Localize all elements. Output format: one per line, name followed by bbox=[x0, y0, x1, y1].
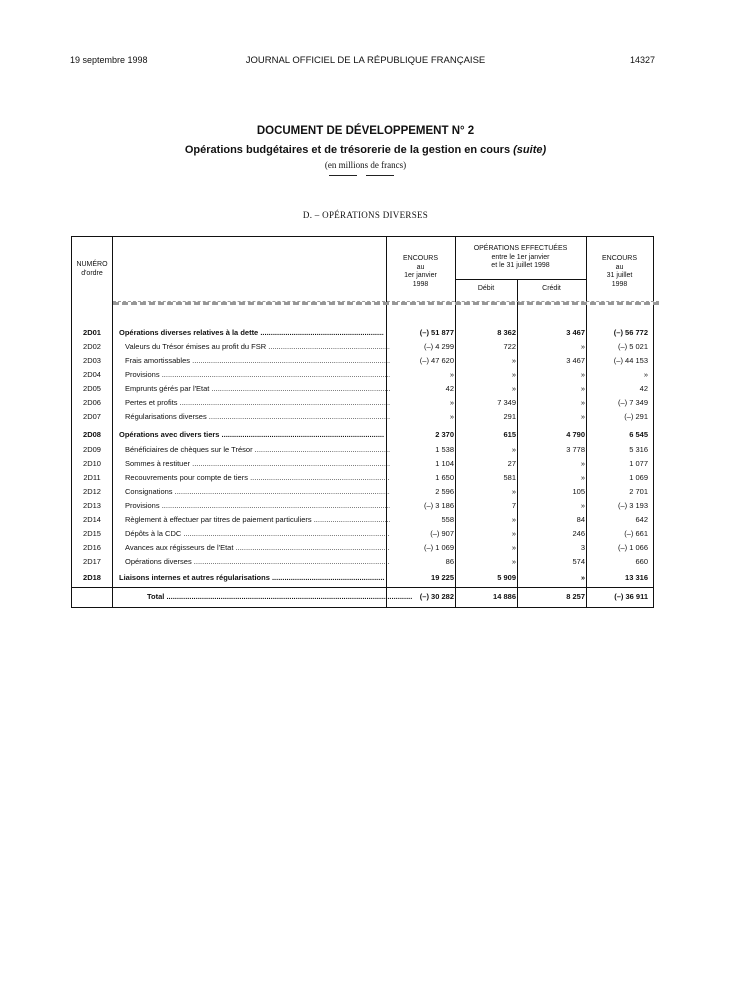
row-number: 2D03 bbox=[83, 356, 101, 365]
row-label: Recouvrements pour compte de tiers ..... bbox=[119, 471, 390, 485]
row-number: 2D04 bbox=[83, 370, 101, 379]
operations-table bbox=[71, 236, 654, 608]
header-encours-start-line1: ENCOURS bbox=[402, 255, 438, 262]
row-credit: 3 467 bbox=[566, 356, 585, 365]
separator-left bbox=[329, 175, 357, 176]
subtitle-main: Opérations budgétaires et de trésorerie de la gestion en cours bbox=[184, 144, 511, 156]
header-numero-line2: d'ordre bbox=[81, 269, 103, 277]
row-encours-end: 13 316 bbox=[625, 573, 648, 582]
section-heading: D. – OPÉRATIONS DIVERSES bbox=[302, 210, 429, 220]
total-row bbox=[72, 590, 653, 604]
total-encours-end: (–) 36 911 bbox=[614, 592, 648, 601]
document-title: DOCUMENT DE DÉVELOPPEMENT N° 2 bbox=[256, 125, 475, 137]
row-number: 2D15 bbox=[83, 529, 101, 538]
header-numero-line1: NUMÉRO bbox=[76, 261, 108, 268]
row-label: Régularisations diverses ..... bbox=[119, 410, 390, 424]
row-credit: 574 bbox=[572, 557, 585, 566]
table-row bbox=[72, 326, 653, 340]
row-credit: 105 bbox=[572, 487, 585, 496]
row-label: Provisions ..... bbox=[119, 368, 390, 382]
row-encours-end: (–) 56 772 bbox=[613, 328, 648, 337]
row-encours-end: 6 545 bbox=[629, 430, 648, 439]
row-number: 2D09 bbox=[83, 445, 101, 454]
row-debit: 291 bbox=[503, 412, 516, 421]
row-number: 2D16 bbox=[83, 543, 101, 552]
row-number: 2D05 bbox=[83, 384, 101, 393]
row-debit: » bbox=[511, 543, 516, 552]
row-encours-start: 86 bbox=[445, 557, 454, 566]
row-number: 2D07 bbox=[83, 412, 101, 421]
row-number: 2D18 bbox=[83, 573, 101, 582]
row-encours-start: 2 370 bbox=[435, 430, 454, 439]
table-row bbox=[72, 340, 653, 354]
row-credit: » bbox=[580, 573, 585, 582]
table-row bbox=[72, 410, 653, 424]
header-encours-end-line2: au bbox=[615, 263, 624, 271]
row-encours-start: (–) 1 069 bbox=[423, 543, 454, 552]
row-encours-end: (–) 7 349 bbox=[617, 398, 648, 407]
header-bottom-rule bbox=[113, 301, 659, 305]
row-label: Frais amortissables ..... bbox=[119, 354, 390, 368]
table-row bbox=[72, 571, 653, 585]
table-row bbox=[72, 499, 653, 513]
row-debit: 8 362 bbox=[497, 328, 516, 337]
row-debit: » bbox=[511, 529, 516, 538]
row-number: 2D08 bbox=[83, 430, 101, 439]
header-debit: Débit bbox=[477, 285, 495, 292]
header-page-number: 14327 bbox=[629, 55, 655, 65]
row-encours-end: (–) 291 bbox=[624, 412, 648, 421]
separator-right bbox=[366, 175, 394, 176]
row-encours-end: (–) 5 021 bbox=[617, 342, 648, 351]
table-row bbox=[72, 541, 653, 555]
row-encours-end: » bbox=[643, 370, 648, 379]
table-row bbox=[72, 396, 653, 410]
row-number: 2D11 bbox=[83, 473, 101, 482]
row-label: Opérations diverses ..... bbox=[119, 555, 390, 569]
row-credit: » bbox=[580, 342, 585, 351]
row-encours-start: (–) 51 877 bbox=[419, 328, 454, 337]
row-credit: » bbox=[580, 473, 585, 482]
row-debit: » bbox=[511, 487, 516, 496]
row-encours-start: 1 104 bbox=[435, 459, 454, 468]
row-credit: 3 bbox=[580, 543, 585, 552]
table-row bbox=[72, 513, 653, 527]
row-encours-end: (–) 44 153 bbox=[613, 356, 648, 365]
row-number: 2D17 bbox=[83, 557, 101, 566]
header-encours-end bbox=[586, 255, 653, 289]
row-credit: » bbox=[580, 370, 585, 379]
row-label: Opérations avec divers tiers ..... bbox=[119, 428, 384, 442]
row-debit: 7 349 bbox=[497, 398, 516, 407]
row-encours-start: 2 596 bbox=[435, 487, 454, 496]
row-encours-end: (–) 1 066 bbox=[617, 543, 648, 552]
total-encours-start: (–) 30 282 bbox=[419, 592, 454, 601]
row-debit: » bbox=[511, 384, 516, 393]
row-encours-end: (–) 3 193 bbox=[617, 501, 648, 510]
row-label: Valeurs du Trésor émises au profit du FSR ..... bbox=[119, 340, 390, 354]
row-encours-end: 2 701 bbox=[629, 487, 648, 496]
row-label: Règlement à effectuer par titres de paiement particuliers ..... bbox=[119, 513, 390, 527]
table-row bbox=[72, 485, 653, 499]
table-row bbox=[72, 555, 653, 569]
row-credit: 3 467 bbox=[566, 328, 585, 337]
row-encours-end: 642 bbox=[635, 515, 648, 524]
row-label: Provisions ..... bbox=[119, 499, 390, 513]
row-label: Sommes à restituer ..... bbox=[119, 457, 390, 471]
table-row bbox=[72, 443, 653, 457]
row-credit: » bbox=[580, 398, 585, 407]
row-credit: 4 790 bbox=[566, 430, 585, 439]
header-encours-end-line3: 31 juillet bbox=[606, 272, 633, 279]
row-encours-start: 1 650 bbox=[435, 473, 454, 482]
header-operations-line1: OPÉRATIONS EFFECTUÉES bbox=[473, 245, 568, 252]
row-encours-start: (–) 3 186 bbox=[423, 501, 454, 510]
row-debit: » bbox=[511, 515, 516, 524]
row-credit: » bbox=[580, 501, 585, 510]
row-encours-end: 1 069 bbox=[629, 473, 648, 482]
row-number: 2D12 bbox=[83, 487, 101, 496]
row-encours-end: 1 077 bbox=[629, 459, 648, 468]
row-encours-start: » bbox=[449, 398, 454, 407]
header-date: 19 septembre 1998 bbox=[70, 55, 148, 65]
table-row bbox=[72, 471, 653, 485]
row-debit: 581 bbox=[503, 473, 516, 482]
header-encours-start-line3: 1er janvier bbox=[404, 272, 437, 279]
row-encours-start: (–) 47 620 bbox=[419, 356, 454, 365]
row-encours-start: 558 bbox=[441, 515, 454, 524]
header-encours-end-line4: 1998 bbox=[611, 280, 628, 288]
table-row bbox=[72, 368, 653, 382]
row-encours-start: » bbox=[449, 412, 454, 421]
header-encours-start-line2: au bbox=[416, 263, 425, 271]
row-label: Consignations ..... bbox=[119, 485, 390, 499]
units-note: (en millions de francs) bbox=[324, 160, 407, 170]
row-credit: 246 bbox=[572, 529, 585, 538]
header-sub-rule bbox=[456, 279, 586, 280]
total-rule bbox=[72, 587, 653, 588]
row-label: Bénéficiaires de chèques sur le Trésor ..... bbox=[119, 443, 390, 457]
row-debit: 5 909 bbox=[497, 573, 516, 582]
row-number: 2D06 bbox=[83, 398, 101, 407]
header-operations-line2: entre le 1er janvier bbox=[491, 253, 550, 261]
row-label: Dépôts à la CDC ..... bbox=[119, 527, 390, 541]
row-label: Opérations diverses relatives à la dette ..... bbox=[119, 326, 384, 340]
row-credit: 3 778 bbox=[566, 445, 585, 454]
row-number: 2D01 bbox=[83, 328, 101, 337]
row-number: 2D13 bbox=[83, 501, 101, 510]
row-label: Emprunts gérés par l'Etat ..... bbox=[119, 382, 390, 396]
table-row bbox=[72, 382, 653, 396]
row-encours-start: 19 225 bbox=[431, 573, 454, 582]
row-label: Liaisons internes et autres régularisations ..... bbox=[119, 571, 384, 585]
row-encours-start: » bbox=[449, 370, 454, 379]
total-debit: 14 886 bbox=[493, 592, 516, 601]
row-debit: » bbox=[511, 445, 516, 454]
row-label: Avances aux régisseurs de l'Etat ..... bbox=[119, 541, 390, 555]
header-operations-line3: et le 31 juillet 1998 bbox=[491, 262, 550, 269]
document-subtitle bbox=[0, 144, 731, 156]
subtitle-suffix: (suite) bbox=[513, 144, 547, 156]
row-debit: 27 bbox=[507, 459, 516, 468]
row-encours-end: 5 316 bbox=[629, 445, 648, 454]
row-debit: » bbox=[511, 356, 516, 365]
total-label: Total ..... bbox=[119, 590, 412, 604]
row-number: 2D14 bbox=[83, 515, 101, 524]
row-debit: 615 bbox=[503, 430, 516, 439]
row-debit: » bbox=[511, 370, 516, 379]
row-encours-start: 42 bbox=[445, 384, 454, 393]
table-row bbox=[72, 428, 653, 442]
header-credit: Crédit bbox=[542, 285, 561, 292]
row-credit: » bbox=[580, 412, 585, 421]
header-encours-start-line4: 1998 bbox=[412, 280, 429, 288]
row-encours-start: (–) 907 bbox=[430, 529, 454, 538]
header-encours-start bbox=[386, 255, 455, 289]
row-encours-end: 660 bbox=[635, 557, 648, 566]
row-credit: 84 bbox=[576, 515, 585, 524]
row-credit: » bbox=[580, 384, 585, 393]
table-row bbox=[72, 457, 653, 471]
header-numero bbox=[72, 261, 112, 278]
row-number: 2D02 bbox=[83, 342, 101, 351]
total-credit: 8 257 bbox=[566, 592, 585, 601]
row-encours-start: (–) 4 299 bbox=[423, 342, 454, 351]
row-number: 2D10 bbox=[83, 459, 101, 468]
row-encours-end: 42 bbox=[639, 384, 648, 393]
row-credit: » bbox=[580, 459, 585, 468]
header-journal: JOURNAL OFFICIEL DE LA RÉPUBLIQUE FRANÇAISE bbox=[245, 55, 486, 66]
row-encours-end: (–) 661 bbox=[624, 529, 648, 538]
header-operations bbox=[455, 245, 586, 271]
row-encours-start: 1 538 bbox=[435, 445, 454, 454]
table-row bbox=[72, 527, 653, 541]
header-encours-end-line1: ENCOURS bbox=[601, 255, 637, 262]
row-label: Pertes et profits ..... bbox=[119, 396, 390, 410]
row-debit: 722 bbox=[503, 342, 516, 351]
row-debit: » bbox=[511, 557, 516, 566]
row-debit: 7 bbox=[511, 501, 516, 510]
table-row bbox=[72, 354, 653, 368]
